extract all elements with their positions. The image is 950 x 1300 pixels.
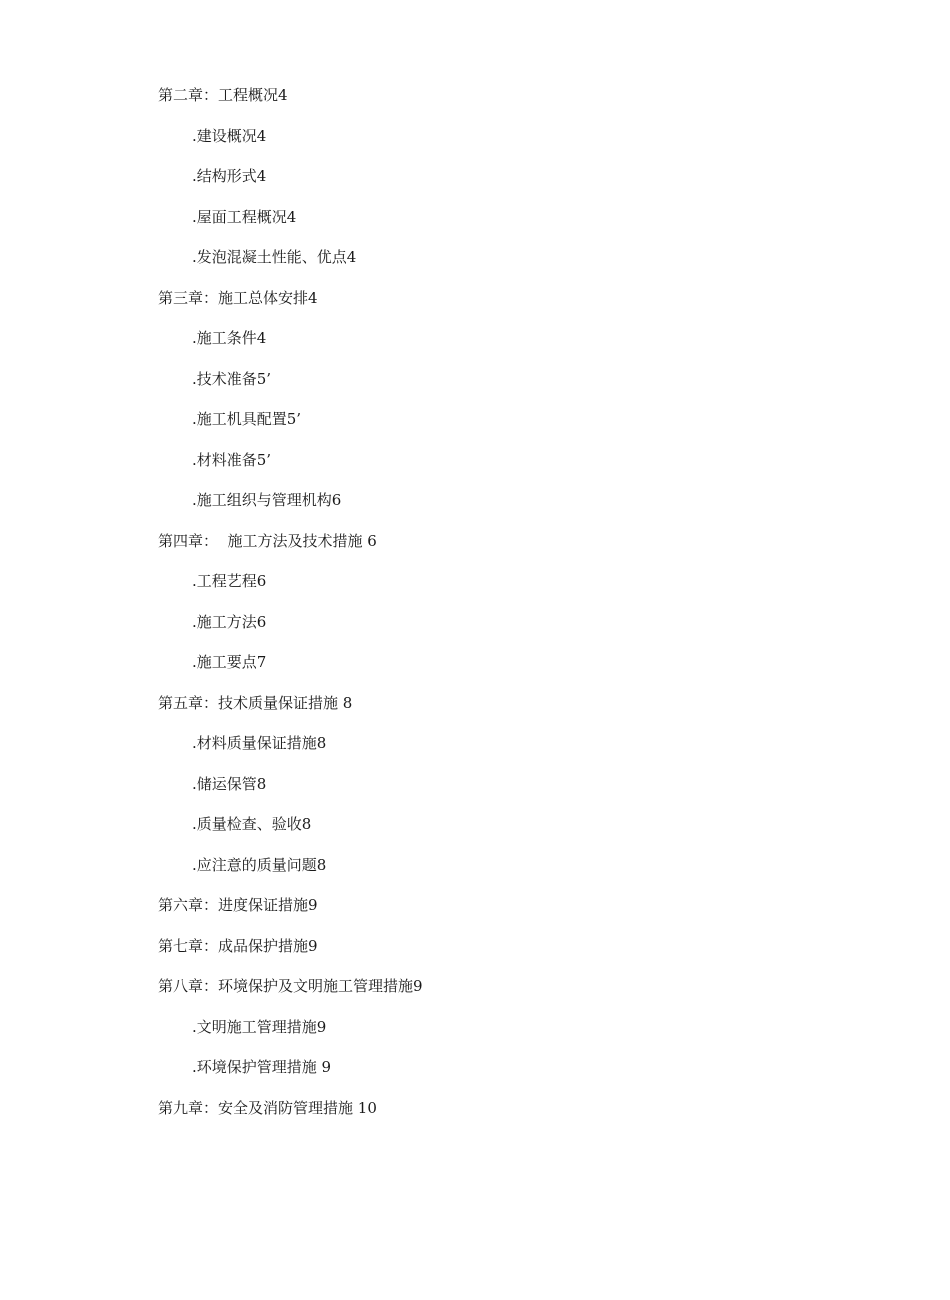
toc-chapter-5: 第五章：技术质量保证措施 8	[158, 693, 353, 712]
toc-section: .结构形式4	[192, 167, 267, 185]
toc-section: .质量检查、验收8	[192, 815, 312, 833]
toc-section: .施工方法6	[192, 612, 267, 631]
toc-section: .施工条件4	[192, 329, 267, 347]
table-of-contents	[158, 84, 858, 1137]
toc-section: .建设概况4	[192, 126, 267, 145]
toc-section: .环境保护管理措施 9	[192, 1058, 332, 1076]
toc-section: .施工机具配置5’	[192, 410, 302, 428]
toc-chapter-8: 第八章：环境保护及文明施工管理措施9	[158, 977, 423, 995]
toc-section: .工程艺程6	[192, 572, 267, 590]
toc-section: .材料质量保证措施8	[192, 734, 327, 752]
toc-section: .文明施工管理措施9	[192, 1017, 327, 1036]
toc-section: .施工组织与管理机构6	[192, 491, 342, 509]
toc-chapter-4: 第四章： 施工方法及技术措施 6	[158, 531, 377, 550]
toc-chapter-9: 第九章：安全及消防管理措施 10	[158, 1098, 377, 1117]
toc-section: .发泡混凝土性能、优点4	[192, 248, 357, 266]
toc-section: .应注意的质量问题8	[192, 855, 327, 874]
toc-section: .施工要点7	[192, 653, 267, 671]
toc-section: .技术准备5’	[192, 369, 272, 388]
toc-chapter-7: 第七章：成品保护措施9	[158, 936, 318, 955]
toc-chapter-6: 第六章：进度保证措施9	[158, 896, 318, 914]
toc-chapter-2: 第二章：工程概况4	[158, 86, 288, 104]
toc-section: .储运保管8	[192, 774, 267, 793]
toc-section: .屋面工程概况4	[192, 207, 297, 226]
toc-section: .材料准备5’	[192, 450, 272, 469]
toc-chapter-3: 第三章：施工总体安排4	[158, 288, 318, 307]
